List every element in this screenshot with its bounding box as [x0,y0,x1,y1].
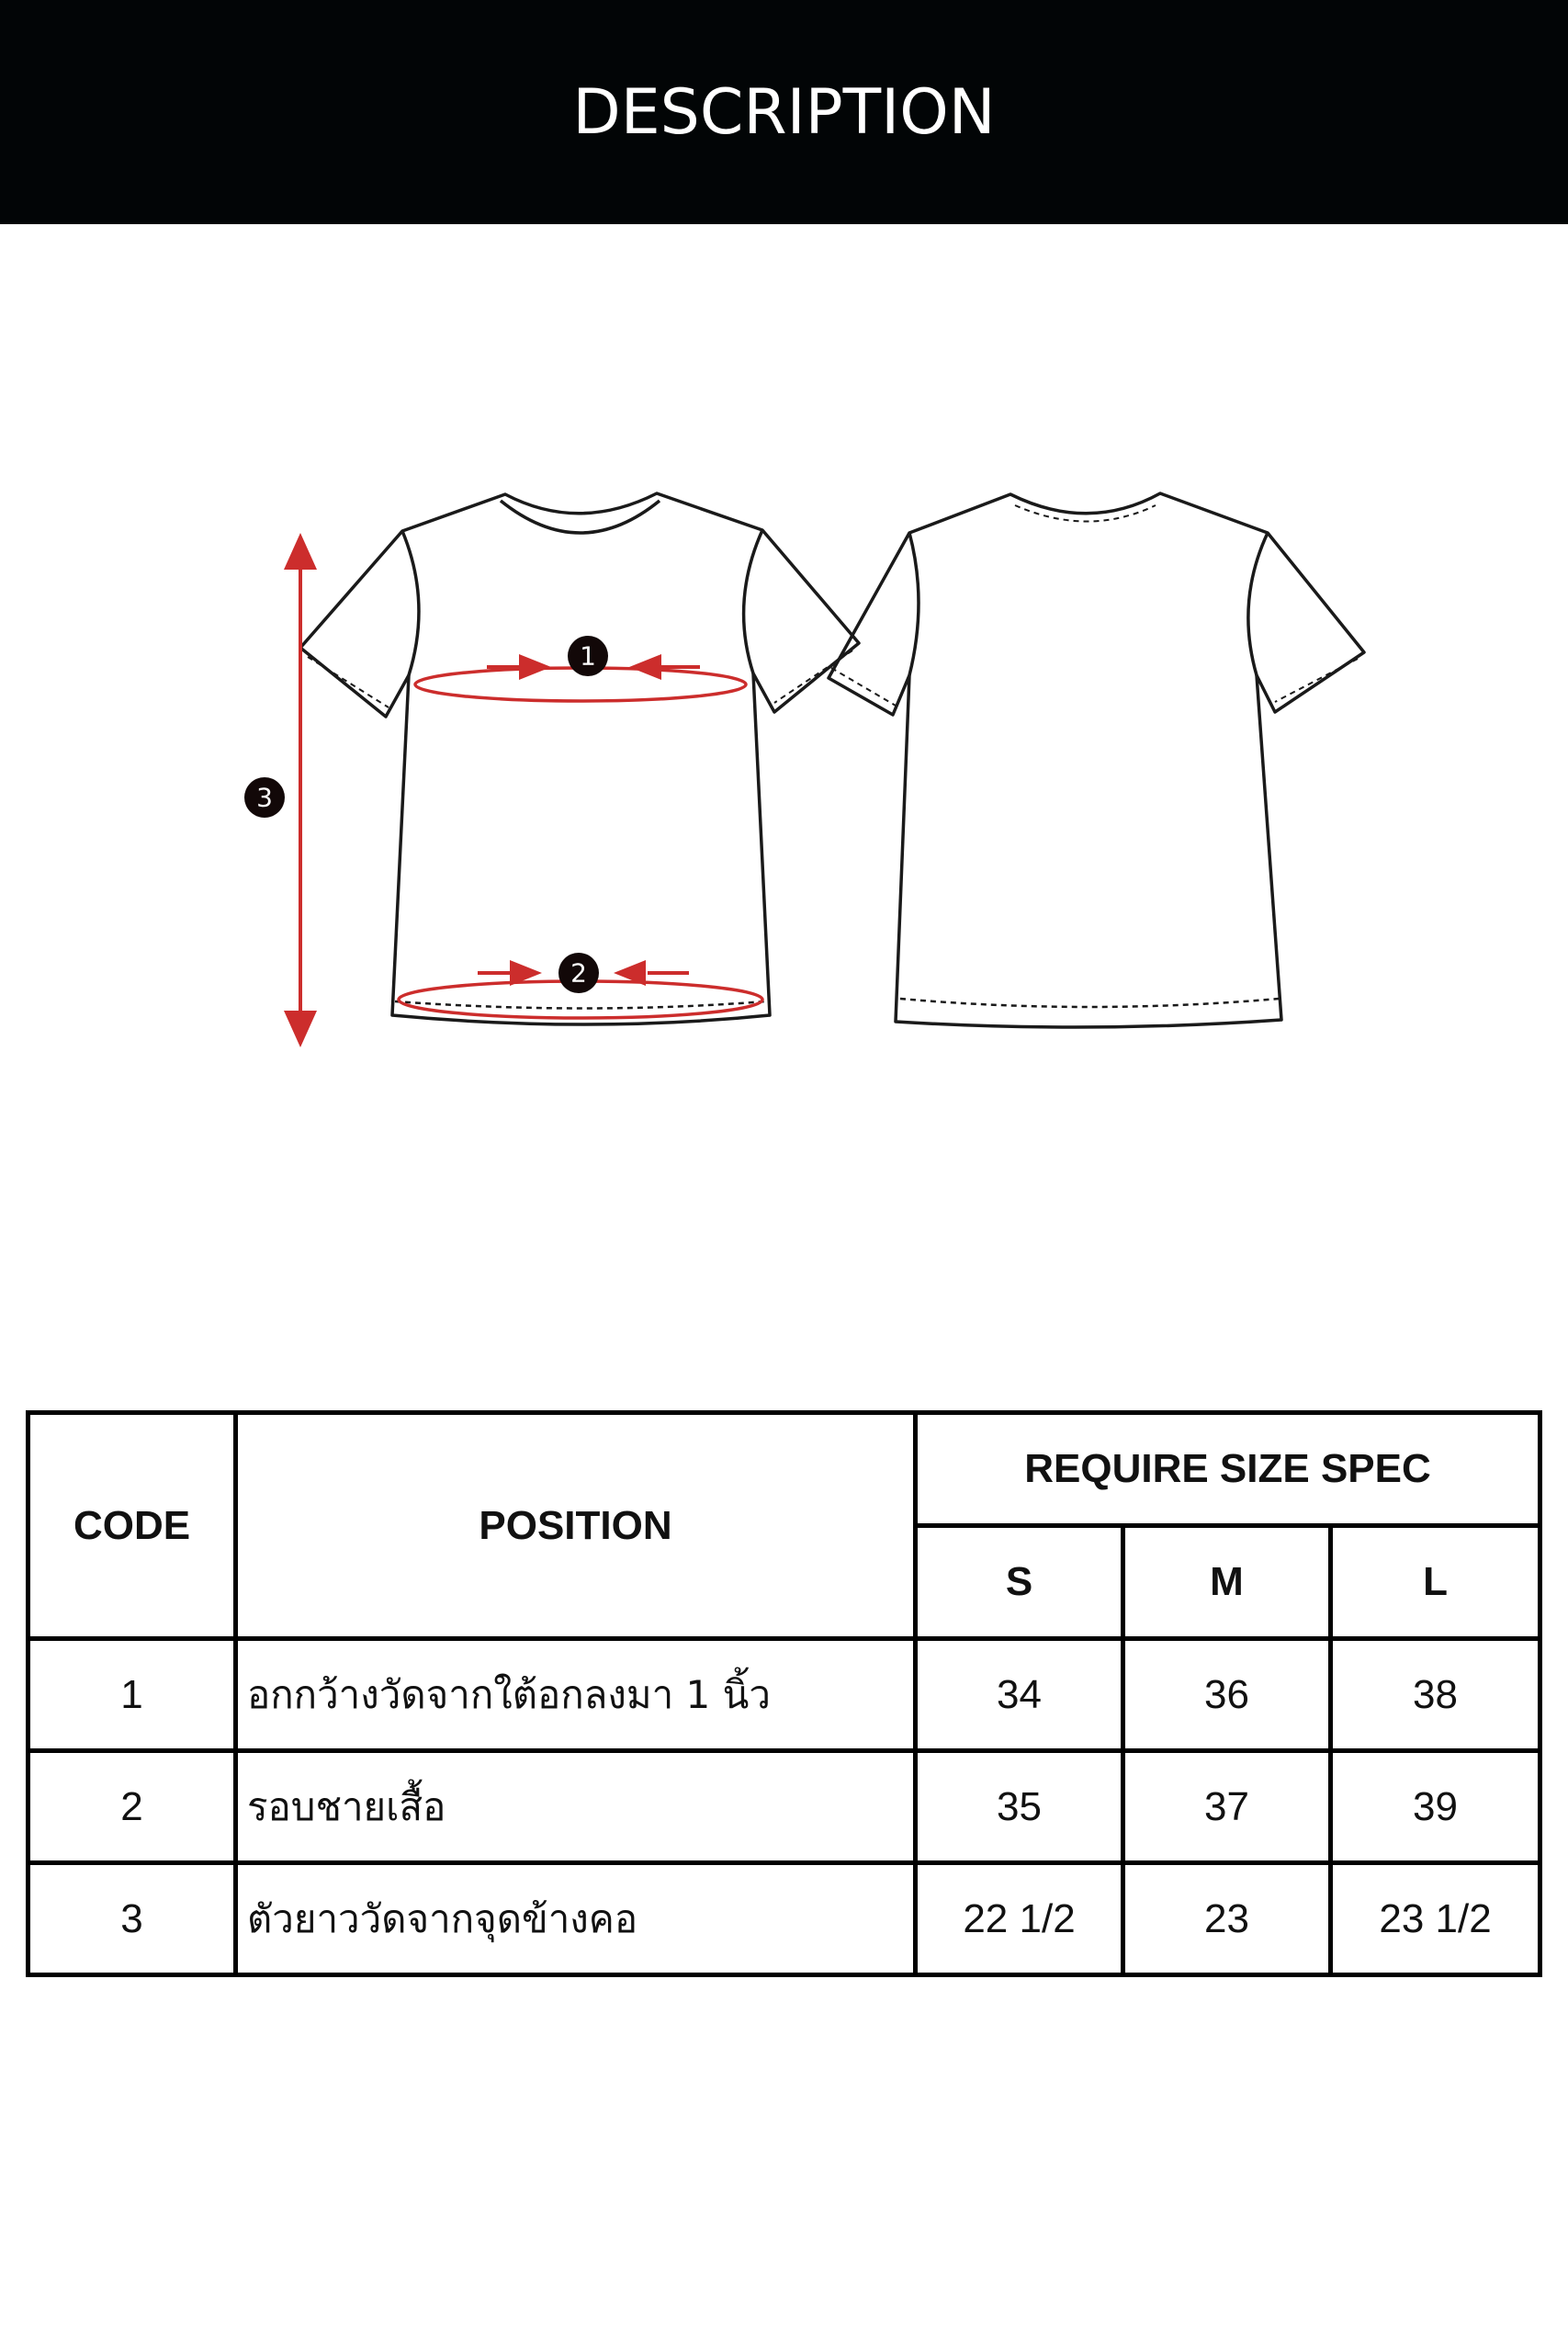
marker-3-label: 3 [256,782,273,813]
row-value-s: 34 [916,1639,1123,1751]
marker-1-label: 1 [580,640,596,672]
table-row [28,1863,1540,1975]
row-value-m: 37 [1123,1751,1331,1863]
row-value-s: 35 [916,1751,1123,1863]
header-size-m: M [1123,1526,1331,1639]
marker-2-label: 2 [570,957,587,989]
length-measure [284,533,317,1047]
table-header-row [28,1413,1540,1526]
header-position: POSITION [236,1413,916,1639]
table-row [28,1751,1540,1863]
row-code: 2 [28,1751,236,1863]
tshirt-measurement-diagram [0,459,1568,1084]
tshirt-diagram-svg [0,459,1568,1084]
row-value-l: 38 [1331,1639,1540,1751]
row-value-l: 39 [1331,1751,1540,1863]
header-require-size-spec: REQUIRE SIZE SPEC [916,1413,1540,1526]
back-shirt [829,493,1364,1027]
row-position: ตัวยาววัดจากจุดข้างคอ [236,1863,916,1975]
row-value-l: 23 1/2 [1331,1863,1540,1975]
row-value-m: 36 [1123,1639,1331,1751]
size-spec-table [26,1410,1542,1977]
row-position: อกกว้างวัดจากใต้อกลงมา 1 นิ้ว [236,1639,916,1751]
table-row [28,1639,1540,1751]
front-shirt [300,493,859,1024]
row-value-m: 23 [1123,1863,1331,1975]
row-value-s: 22 1/2 [916,1863,1123,1975]
header-size-l: L [1331,1526,1540,1639]
row-position: รอบชายเสื้อ [236,1751,916,1863]
row-code: 1 [28,1639,236,1751]
page-title: DESCRIPTION [572,75,996,149]
header-size-s: S [916,1526,1123,1639]
header-bar [0,0,1568,224]
header-code: CODE [28,1413,236,1639]
row-code: 3 [28,1863,236,1975]
